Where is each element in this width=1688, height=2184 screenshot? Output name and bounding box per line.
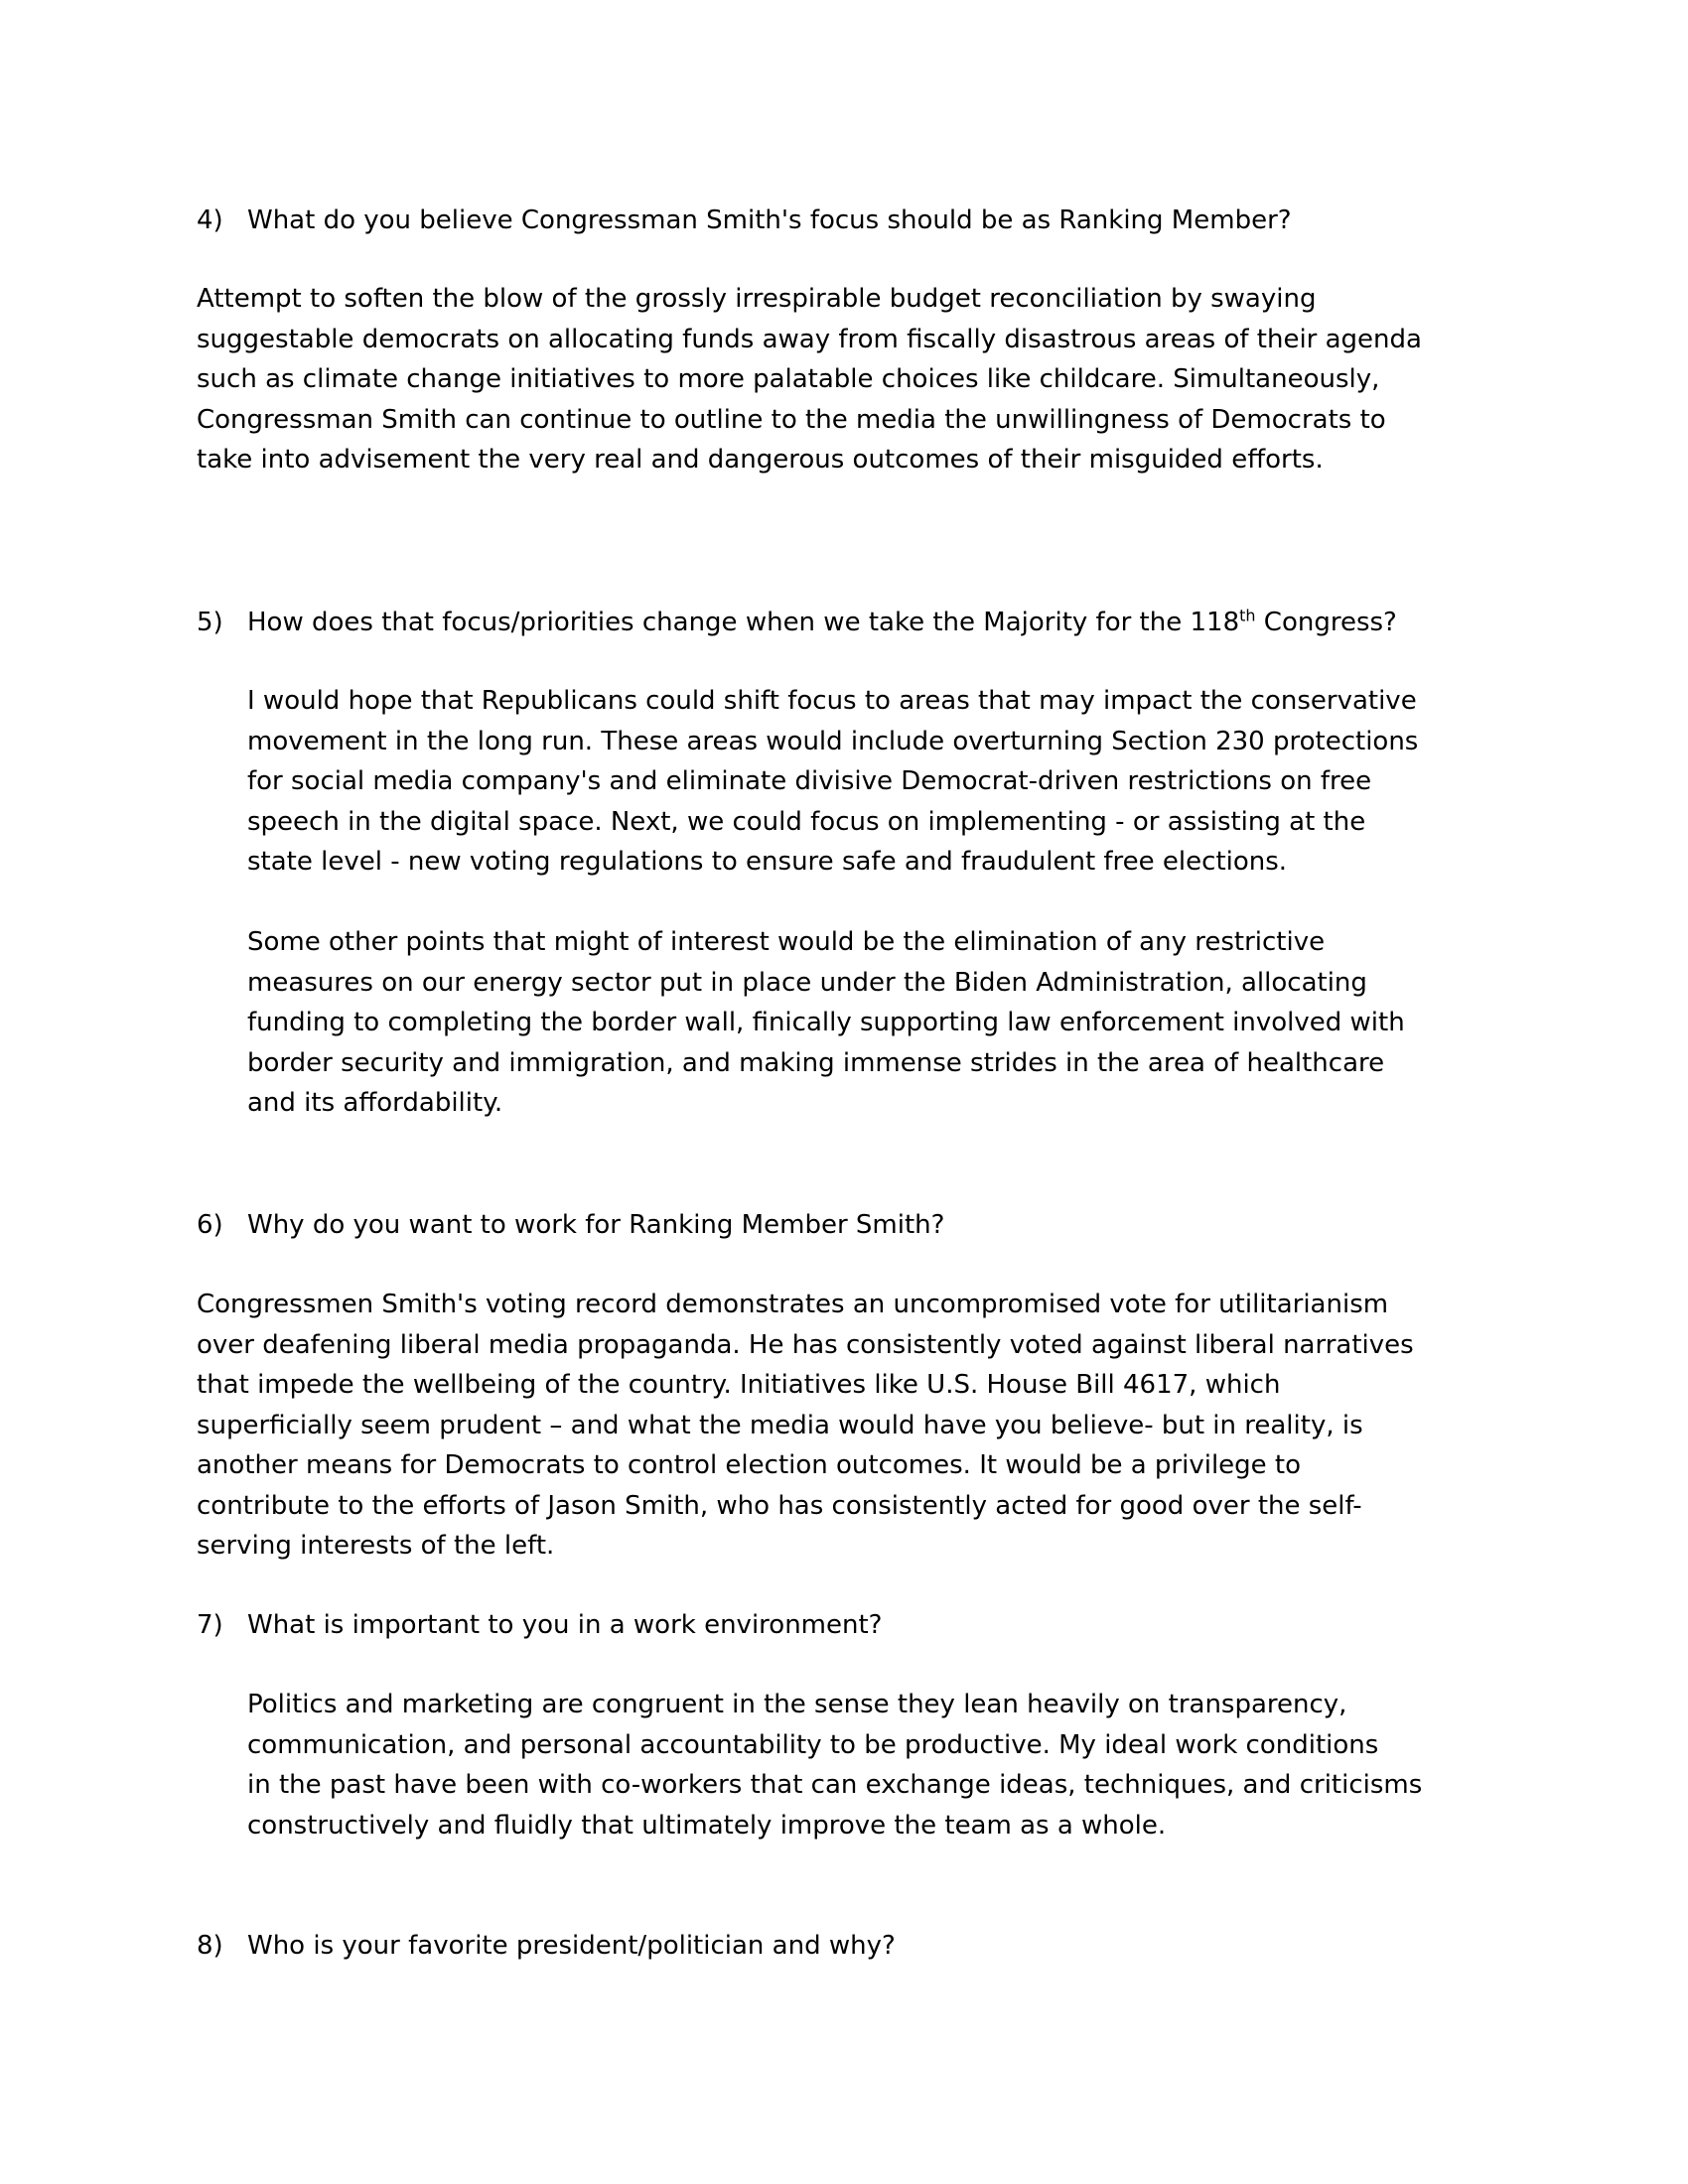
- question-text: What is important to you in a work environment?: [247, 1610, 883, 1640]
- question-8: [197, 1926, 1507, 1966]
- question-number: 6): [197, 1210, 223, 1240]
- question-5: [197, 603, 1507, 642]
- question-text: Why do you want to work for Ranking Member Smith?: [247, 1210, 945, 1240]
- question-number: 8): [197, 1931, 223, 1961]
- question-number: 7): [197, 1610, 223, 1640]
- answer-4: Attempt to soften the blow of the grossly irrespirable budget reconciliation by swaying suggestable democrats on allocating funds away from fiscally disastrous areas of their agenda such as climate change initiatives to more palatable choices like childcare. Simultaneously, Congressman Smith can continue to outline to the media the unwillingness of Democrats to take into advisement the very real and dangerous outcomes of their misguided efforts.: [197, 284, 1422, 475]
- answer-5-paragraph-2: Some other points that might of interest would be the elimination of any restrictive measures on our energy sector put in place under the Biden Administration, allocating funding to completing the border wall, finically supporting law enforcement involved with border security and immigration, and making immense strides in the area of healthcare and its affordability.: [247, 927, 1405, 1118]
- question-6: [197, 1205, 1507, 1245]
- question-7: [197, 1605, 1507, 1645]
- answer-6: Congressmen Smith's voting record demonstrates an uncompromised vote for utilitarianism over deafening liberal media propaganda. He has consistently voted against liberal narratives that impede the wellbeing of the country. Initiatives like U.S. House Bill 4617, which superficially seem prudent – and what the media would have you believe- but in reality, is another means for Democrats to control election outcomes. It would be a privilege to contribute to the efforts of Jason Smith, who has consistently acted for good over the self- serving interests of the left.: [197, 1290, 1414, 1561]
- question-number: 4): [197, 205, 223, 235]
- question-number: 5): [197, 608, 223, 637]
- question-text: How does that focus/priorities change when we take the Majority for the 118: [247, 608, 1240, 637]
- answer-7: Politics and marketing are congruent in the sense they lean heavily on transparency, communication, and personal accountability to be productive. My ideal work conditions in the past have been with co-workers that can exchange ideas, techniques, and criticisms constructively and fluidly that ultimately improve the team as a whole.: [247, 1690, 1423, 1841]
- question-text: What do you believe Congressman Smith's focus should be as Ranking Member?: [247, 205, 1292, 235]
- ordinal-suffix: th: [1239, 606, 1256, 625]
- question-4: [197, 201, 1507, 240]
- question-text-end: Congress?: [1255, 608, 1397, 637]
- answer-5-paragraph-1: I would hope that Republicans could shift focus to areas that may impact the conservative movement in the long run. These areas would include overturning Section 230 protections for social media company's and eliminate divisive Democrat-driven restrictions on free speech in the digital space. Next, we could focus on implementing - or assisting at the state level - new voting regulations to ensure safe and fraudulent free elections.: [247, 686, 1419, 877]
- question-text: Who is your favorite president/politician and why?: [247, 1931, 896, 1961]
